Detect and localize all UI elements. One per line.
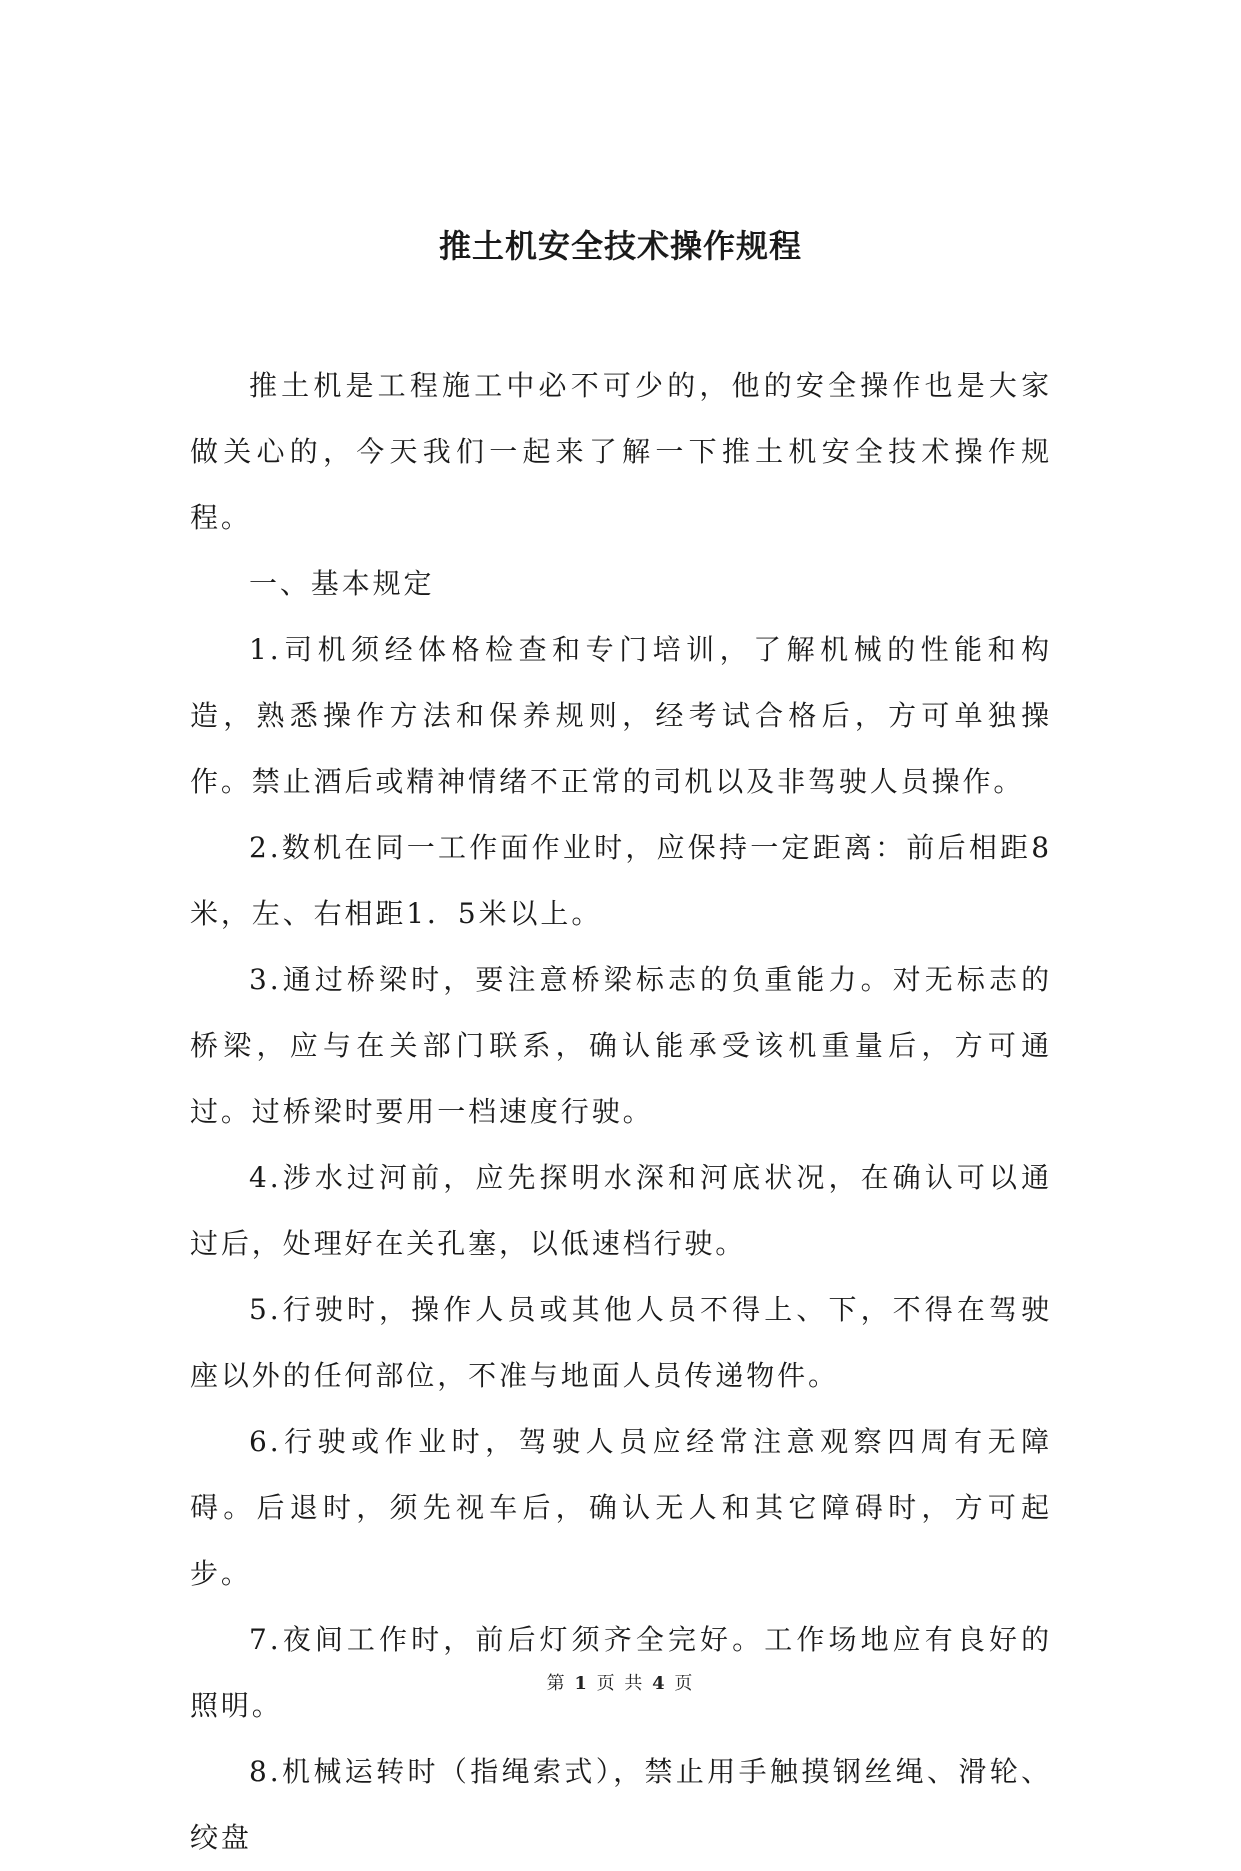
- document-body: [190, 353, 1052, 1871]
- paragraph-intro: 推土机是工程施工中必不可少的，他的安全操作也是大家做关心的，今天我们一起来了解一下推土机安全技术操作规程。: [190, 369, 1052, 534]
- section-heading-basic-rules: 一、基本规定: [249, 567, 435, 600]
- rule-8: 8.机械运转时（指绳索式），禁止用手触摸钢丝绳、滑轮、绞盘: [190, 1755, 1052, 1854]
- document-title: 推土机安全技术操作规程: [438, 227, 802, 265]
- rule-4: 4.涉水过河前，应先探明水深和河底状况，在确认可以通过后，处理好在关孔塞，以低速档行驶。: [190, 1161, 1052, 1260]
- footer-suffix: 页: [674, 1673, 695, 1694]
- footer-prefix: 第: [546, 1673, 567, 1694]
- footer-current-page: 1: [574, 1673, 589, 1694]
- rule-2: 2.数机在同一工作面作业时，应保持一定距离：前后相距8米，左、右相距1．5米以上。: [190, 831, 1052, 930]
- rule-6: 6.行驶或作业时，驾驶人员应经常注意观察四周有无障碍。后退时，须先视车后，确认无人和其它障碍时，方可起步。: [190, 1425, 1052, 1590]
- rule-5: 5.行驶时，操作人员或其他人员不得上、下，不得在驾驶座以外的任何部位，不准与地面人员传递物件。: [190, 1293, 1052, 1392]
- rule-1: 1.司机须经体格检查和专门培训，了解机械的性能和构造，熟悉操作方法和保养规则，经考试合格后，方可单独操作。禁止酒后或精神情绪不正常的司机以及非驾驶人员操作。: [190, 633, 1052, 798]
- rule-3: 3.通过桥梁时，要注意桥梁标志的负重能力。对无标志的桥梁，应与在关部门联系，确认能承受该机重量后，方可通过。过桥梁时要用一档速度行驶。: [190, 963, 1052, 1128]
- rule-7: 7.夜间工作时，前后灯须齐全完好。工作场地应有良好的照明。: [190, 1623, 1052, 1722]
- page-footer: [0, 1672, 1241, 1696]
- footer-total-pages: 4: [652, 1673, 667, 1694]
- footer-middle: 页 共: [596, 1673, 645, 1694]
